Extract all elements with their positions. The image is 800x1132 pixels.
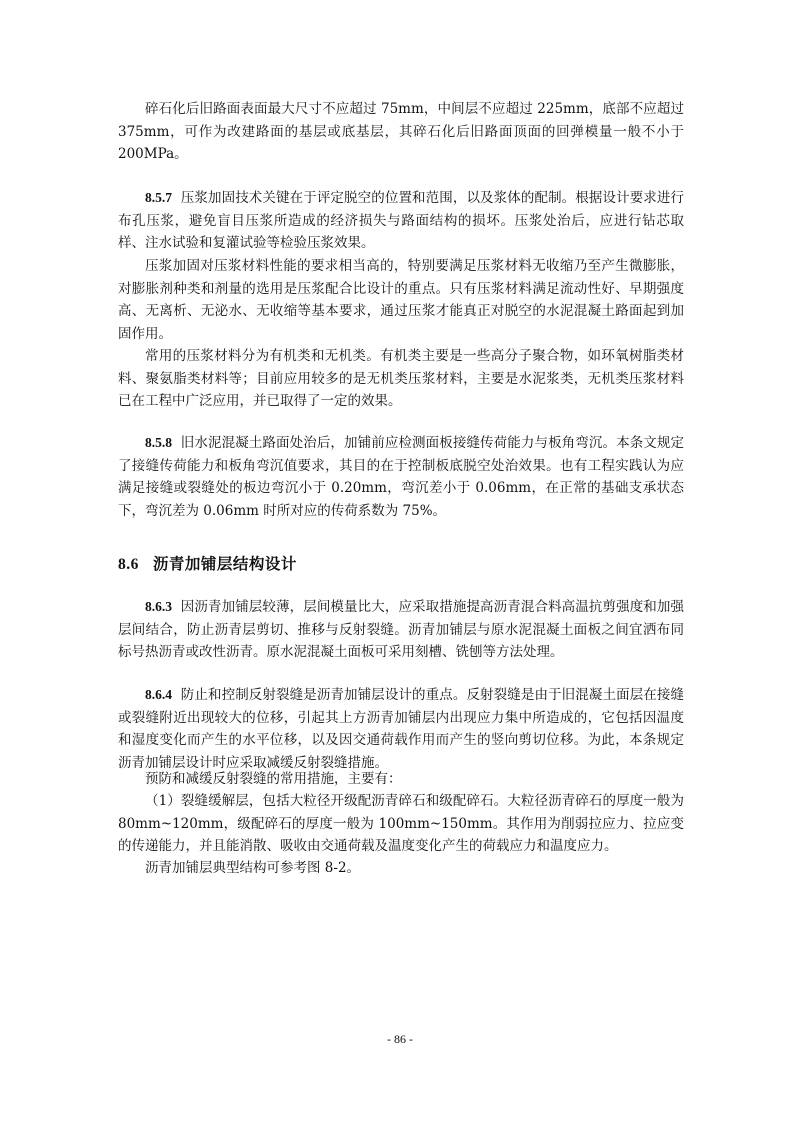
clause-8-5-7-paragraph-1 (118, 187, 684, 255)
clause-text: 因沥青加铺层较薄，层间模量比大，应采取措施提高沥青混合料高温抗剪强度和加强层间结合，防止沥青层剪切、推移与反射裂缝。沥青加铺层与原水泥混凝土面板之间宜洒布同标号热沥青或改性沥青。原水泥混凝土面板可采用刻槽、铣刨等方法处理。 (118, 599, 684, 660)
clause-number: 8.5.7 (145, 190, 172, 205)
clause-8-6-4-paragraph-3: （1）裂缝缓解层，包括大粒径开级配沥青碎石和级配碎石。大粒径沥青碎石的厚度一般为 80mm~120mm，级配碎石的厚度一般为 100mm~150mm。其作用为削弱拉应力、拉应变的传递能力，并且能消散、吸收由交通荷载及温度变化产生的荷载应力和温度应力。 (118, 793, 684, 854)
clause-8-5-8-paragraph (118, 432, 684, 522)
clause-8-5-7-paragraph-3: 常用的压浆材料分为有机类和无机类。有机类主要是一些高分子聚合物，如环氧树脂类材料、聚氨脂类材料等；目前应用较多的是无机类压浆材料，主要是水泥浆类，无机类压浆材料已在工程中广泛应用，并已取得了一定的效果。 (118, 348, 684, 409)
clause-text: 压浆加固技术关键在于评定脱空的位置和范围，以及浆体的配制。根据设计要求进行布孔压浆，避免盲目压浆所造成的经济损失与路面结构的损坏。压浆处治后，应进行钻芯取样、注水试验和复灌试验等检验压浆效果。 (118, 190, 684, 251)
clause-8-5-7-paragraph-2: 压浆加固对压浆材料性能的要求相当高的，特别要满足压浆材料无收缩乃至产生微膨胀，对膨胀剂种类和剂量的选用是压浆配合比设计的重点。只有压浆材料满足流动性好、早期强度高、无离析、无泌水、无收缩等基本要求，通过压浆才能真正对脱空的水泥混凝土路面起到加固作用。 (118, 258, 684, 342)
section-title: 沥青加铺层结构设计 (152, 554, 297, 573)
section-number: 8.6 (118, 556, 139, 573)
clause-8-6-4-paragraph-2: 预防和减缓反射裂缝的常用措施，主要有： (145, 771, 402, 787)
clause-number: 8.6.4 (145, 687, 172, 702)
section-heading (118, 552, 297, 574)
clause-number: 8.5.8 (145, 435, 172, 450)
page-number: - 86 - (387, 1032, 413, 1046)
clause-text: 防止和控制反射裂缝是沥青加铺层设计的重点。反射裂缝是由于旧混凝土面层在接缝或裂缝附近出现较大的位移，引起其上方沥青加铺层内出现应力集中所造成的，它包括因温度和湿度变化而产生的水平位移，以及因交通荷载作用而产生的竖向剪切位移。为此，本条规定沥青加铺层设计时应采取减缓反射裂缝措施。 (118, 687, 684, 771)
clause-8-6-3-paragraph (118, 596, 684, 664)
clause-text: 旧水泥混凝土路面处治后，加铺前应检测面板接缝传荷能力与板角弯沉。本条文规定了接缝传荷能力和板角弯沉值要求，其目的在于控制板底脱空处治效果。也有工程实践认为应满足接缝或裂缝处的板边弯沉小于 0.20mm，弯沉差小于 0.06mm，在正常的基础支承状态下，弯沉差为 0.06mm 时所对应的传荷系数为 75%。 (118, 435, 684, 519)
intro-paragraph: 碎石化后旧路面表面最大尺寸不应超过 75mm，中间层不应超过 225mm，底部不应超过 375mm，可作为改建路面的基层或底基层，其碎石化后旧路面顶面的回弹模量一般不小于 200MPa。 (118, 101, 684, 162)
clause-8-6-4-paragraph-4: 沥青加铺层典型结构可参考图 8-2。 (145, 860, 361, 876)
clause-number: 8.6.3 (145, 599, 172, 614)
clause-8-6-4-paragraph-1 (118, 684, 684, 774)
